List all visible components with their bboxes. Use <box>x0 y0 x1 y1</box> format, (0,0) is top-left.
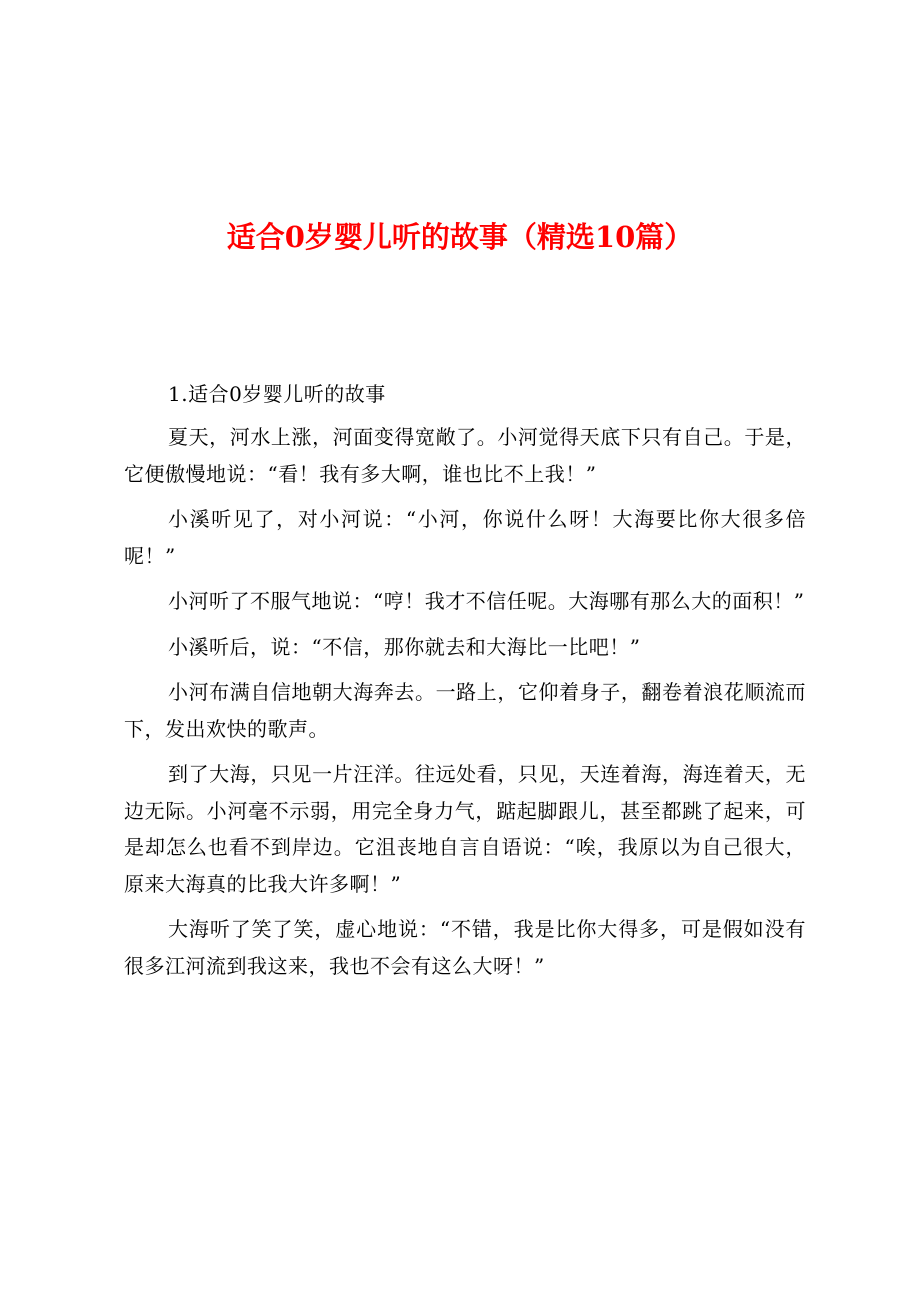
paragraph-2: 小溪听见了，对小河说：“小河，你说什么呀！大海要比你大很多倍呢！” <box>124 507 806 568</box>
paragraph-4: 小溪听后，说：“不信，那你就去和大海比一比吧！” <box>168 634 641 659</box>
paragraph-3: 小河听了不服气地说：“哼！我才不信任呢。大海哪有那么大的面积！” <box>168 589 805 613</box>
section-heading: 1.适合0岁婴儿听的故事 <box>168 382 386 406</box>
paragraph-5: 小河布满自信地朝大海奔去。一路上，它仰着身子，翻卷着浪花顺流而下，发出欢快的歌声。 <box>124 680 806 741</box>
paragraph-6: 到了大海，只见一片汪洋。往远处看，只见，天连着海，海连着天，无边无际。小河毫不示弱，用完全身力气，踮起脚跟儿，甚至都跳了起来，可是却怎么也看不到岸边。它沮丧地自言自语说：“唉，我原以为自己很大，原来大海真的比我大许多啊！” <box>124 762 806 896</box>
paragraph-1: 夏天，河水上涨，河面变得宽敞了。小河觉得天底下只有自己。于是，它便傲慢地说：“看！我有多大啊，谁也比不上我！” <box>124 425 806 486</box>
document-body <box>124 376 806 984</box>
document-title: 适合0岁婴儿听的故事（精选10篇） <box>226 220 694 255</box>
paragraph-7: 大海听了笑了笑，虚心地说：“不错，我是比你大得多，可是假如没有很多江河流到我这来，我也不会有这么大呀！” <box>124 917 806 978</box>
